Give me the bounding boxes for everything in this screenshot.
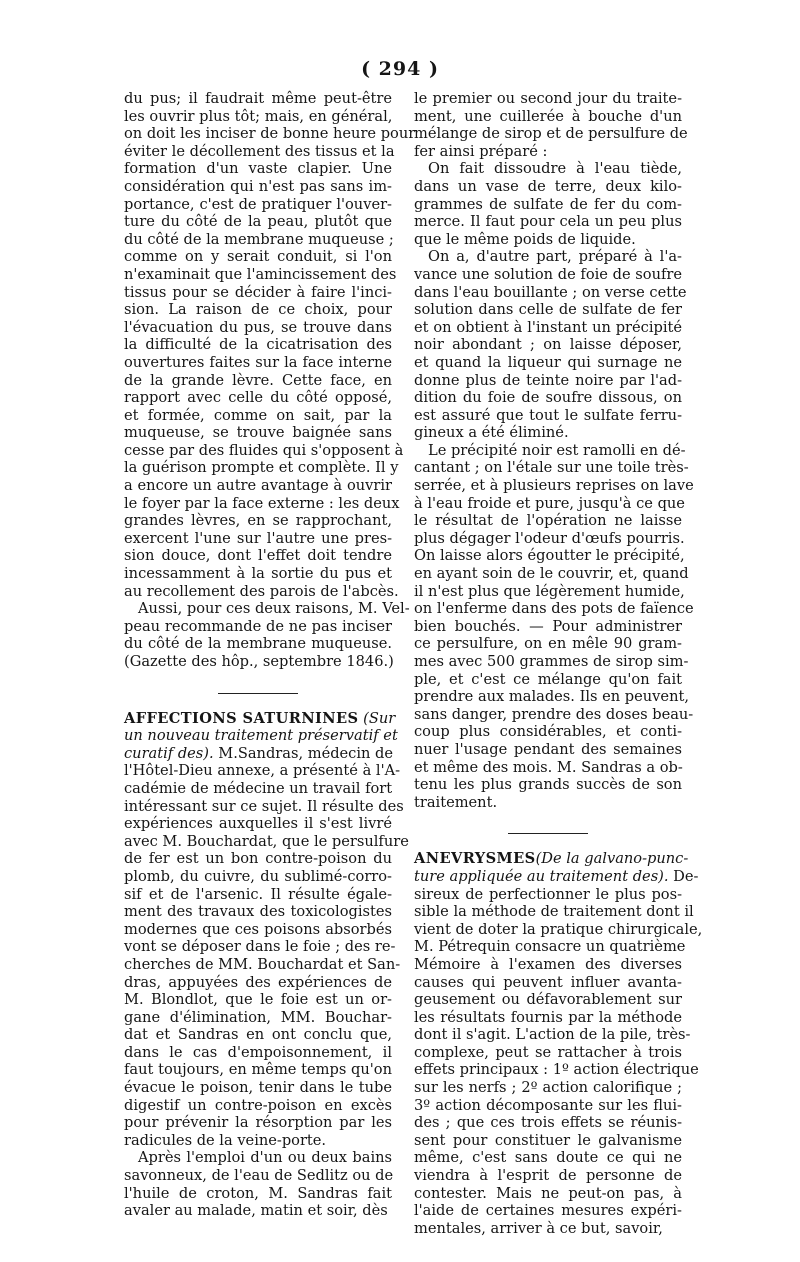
text-line: la guérison prompte et complète. Il y bbox=[124, 459, 399, 477]
text-line: bien bouchés. — Pour administrer bbox=[414, 617, 682, 635]
text-line: la difficulté de la cicatrisation des bbox=[124, 336, 392, 354]
text-line: de la grande lèvre. Cette face, en bbox=[124, 371, 392, 389]
text-line: exercent l'une sur l'autre une pres- bbox=[124, 529, 392, 547]
section-subtitle-saturnines-b: un nouveau traitement préservatif et bbox=[124, 727, 398, 745]
text-line: sur les nerfs ; 2º action calorifique ; bbox=[414, 1079, 682, 1097]
left-column bbox=[124, 90, 416, 1220]
text-line: contester. Mais ne peut-on pas, à bbox=[414, 1184, 682, 1202]
text-line: sent pour constituer le galvanisme bbox=[414, 1131, 682, 1149]
article-abscess-text bbox=[124, 90, 416, 671]
text-line: dont il s'agit. L'action de la pile, très- bbox=[414, 1026, 691, 1044]
text-line: effets principaux : 1º action électrique bbox=[414, 1061, 699, 1079]
text-line: incessamment à la sortie du pus et bbox=[124, 565, 392, 583]
text-line: expériences auxquelles il s'est livré bbox=[124, 815, 392, 833]
text-line: mes avec 500 grammes de sirop sim- bbox=[414, 653, 689, 670]
section-heading-anevrysmes: ANEVRYSMES bbox=[414, 850, 536, 868]
text-line: tenu les plus grands succès de son bbox=[414, 776, 682, 794]
text-line: est assuré que tout le sulfate ferru- bbox=[414, 406, 682, 424]
text-line: faut toujours, en même temps qu'on bbox=[124, 1061, 392, 1079]
text-line: et même des mois. M. Sandras a ob- bbox=[414, 758, 683, 776]
text-line: du côté de la membrane muqueuse. bbox=[124, 635, 392, 653]
text-line: vient de doter la pratique chirurgicale, bbox=[414, 920, 703, 938]
text-line: ouvertures faites sur la face interne bbox=[124, 353, 392, 371]
text-line: peau recommande de ne pas inciser bbox=[124, 617, 392, 635]
article-saturnines bbox=[124, 709, 409, 1220]
text-line: le résultat de l'opération ne laisse bbox=[414, 512, 682, 530]
text-line: sion. La raison de ce choix, pour bbox=[124, 301, 392, 319]
text-line: causes qui peuvent influer avanta- bbox=[414, 973, 682, 991]
text-line: sif et de l'arsenic. Il résulte égale- bbox=[124, 885, 392, 903]
text-line: les résultats fournis par la méthode bbox=[414, 1008, 682, 1026]
text-line: plus dégager l'odeur d'œufs pourris. bbox=[414, 529, 685, 547]
text-line: en ayant soin de le couvrir, et, quand bbox=[414, 565, 689, 583]
text-line: serrée, et à plusieurs reprises on lave bbox=[414, 477, 694, 495]
text-line: éviter le décollement des tissus et la bbox=[124, 142, 395, 160]
text-line: dat et Sandras en ont conclu que, bbox=[124, 1026, 392, 1044]
text-line: au recollement des parois de l'abcès. bbox=[124, 582, 399, 600]
text-line: noir abondant ; on laisse déposer, bbox=[414, 336, 682, 354]
text-line: ment, une cuillerée à bouche d'un bbox=[414, 107, 682, 125]
text-line: dans l'eau bouillante ; on verse cette bbox=[414, 283, 687, 301]
text-line: formation d'un vaste clapier. Une bbox=[124, 160, 392, 178]
section-subtitle-saturnines-a: (Sur bbox=[363, 709, 396, 727]
text-line: l'huile de croton, M. Sandras fait bbox=[124, 1184, 392, 1202]
text-line: sans danger, prendre des doses beau- bbox=[414, 705, 694, 723]
text-line: nuer l'usage pendant des semaines bbox=[414, 740, 682, 758]
text-line: modernes que ces poisons absorbés bbox=[124, 920, 392, 938]
text-line: gane d'élimination, MM. Bouchar- bbox=[124, 1008, 392, 1026]
text-line: tissus pour se décider à faire l'inci- bbox=[124, 283, 392, 301]
anevrysmes-first-line: De- bbox=[668, 867, 699, 885]
text-line: comme on y serait conduit, si l'on bbox=[124, 248, 392, 266]
text-line: évacue le poison, tenir dans le tube bbox=[124, 1079, 392, 1097]
text-line: que le même poids de liquide. bbox=[414, 230, 636, 248]
text-line: et quand la liqueur qui surnage ne bbox=[414, 353, 682, 371]
text-line: l'aide de certaines mesures expéri- bbox=[414, 1202, 682, 1220]
text-line: dras, appuyées des expériences de bbox=[124, 973, 392, 991]
text-line: considération qui n'est pas sans im- bbox=[124, 177, 392, 195]
text-line: prendre aux malades. Ils en peuvent, bbox=[414, 688, 689, 706]
text-line: cherches de MM. Bouchardat et San- bbox=[124, 955, 401, 973]
text-line: le premier ou second jour du traite- bbox=[414, 90, 682, 107]
text-line: et on obtient à l'instant un précipité bbox=[414, 318, 682, 336]
text-line: a encore un autre avantage à ouvrir bbox=[124, 477, 392, 495]
text-line: dans un vase de terre, deux kilo- bbox=[414, 177, 682, 195]
text-line: intéressant sur ce sujet. Il résulte des bbox=[124, 797, 404, 815]
text-line: ce persulfure, on en mêle 90 gram- bbox=[414, 635, 682, 653]
section-subtitle-anevrysmes-a: (De la galvano-punc- bbox=[535, 850, 689, 868]
text-line: rapport avec celle du côté opposé, bbox=[124, 389, 392, 407]
text-line: même, c'est sans doute ce qui ne bbox=[414, 1149, 682, 1167]
text-line: fer ainsi préparé : bbox=[414, 142, 548, 160]
text-line: Mémoire à l'examen des diverses bbox=[414, 955, 682, 973]
text-line: sible la méthode de traitement dont il bbox=[414, 903, 694, 921]
text-line: ture du côté de la peau, plutôt que bbox=[124, 213, 392, 231]
text-line: l'évacuation du pus, se trouve dans bbox=[124, 318, 392, 336]
text-line: mentales, arriver à ce but, savoir, bbox=[414, 1219, 663, 1237]
text-line: Aussi, pour ces deux raisons, M. Vel- bbox=[138, 600, 410, 618]
text-line: M. Pétrequin consacre un quatrième bbox=[414, 938, 686, 956]
section-heading-saturnines: AFFECTIONS SATURNINES bbox=[124, 709, 359, 727]
text-line: viendra à l'esprit de personne de bbox=[414, 1167, 682, 1185]
text-line: l'Hôtel-Dieu annexe, a présenté à l'A- bbox=[124, 762, 401, 780]
text-line: pour prévenir la résorption par les bbox=[124, 1114, 392, 1132]
text-line: dans le cas d'empoisonnement, il bbox=[124, 1043, 392, 1061]
text-line: merce. Il faut pour cela un peu plus bbox=[414, 213, 682, 231]
text-line: avec M. Bouchardat, que le persulfure bbox=[124, 832, 409, 850]
text-line: sireux de perfectionner le plus pos- bbox=[414, 885, 682, 903]
section-subtitle-saturnines-c: curatif des). bbox=[124, 744, 214, 762]
text-line: des ; que ces trois effets se réunis- bbox=[414, 1114, 682, 1132]
text-line: portance, c'est de pratiquer l'ouver- bbox=[124, 195, 392, 213]
text-line: muqueuse, se trouve baignée sans bbox=[124, 424, 392, 442]
text-line: On fait dissoudre à l'eau tiède, bbox=[428, 160, 682, 178]
page-number: ( 294 ) bbox=[361, 58, 439, 80]
section-divider bbox=[218, 693, 298, 694]
text-line: et formée, comme on sait, par la bbox=[124, 406, 392, 424]
text-line: dition du foie de soufre dissous, on bbox=[414, 389, 682, 407]
text-line: du côté de la membrane muqueuse ; bbox=[124, 230, 394, 248]
text-line: (Gazette des hôp., septembre 1846.) bbox=[124, 653, 394, 670]
text-line: traitement. bbox=[414, 793, 498, 811]
article-saturnines-continued bbox=[414, 90, 694, 811]
text-line: du pus; il faudrait même peut-être bbox=[124, 90, 392, 107]
text-line: On laisse alors égoutter le précipité, bbox=[414, 547, 685, 565]
article-anevrysmes bbox=[414, 850, 703, 1237]
text-line: mélange de sirop et de persulfure de bbox=[414, 125, 688, 143]
text-line: Le précipité noir est ramolli en dé- bbox=[428, 441, 686, 459]
text-line: de fer est un bon contre-poison du bbox=[124, 850, 392, 868]
text-line: grandes lèvres, en se rapprochant, bbox=[124, 512, 392, 530]
saturnines-first-line: M.Sandras, médecin de bbox=[213, 744, 394, 762]
right-column bbox=[414, 90, 703, 1237]
text-line: on doit les inciser de bonne heure pour bbox=[124, 125, 416, 143]
text-line: ment des travaux des toxicologistes bbox=[124, 903, 392, 921]
text-line: on l'enferme dans des pots de faïence bbox=[414, 600, 694, 618]
text-line: cesse par des fluides qui s'opposent à bbox=[124, 441, 404, 459]
text-line: le foyer par la face externe : les deux bbox=[124, 494, 400, 512]
text-line: avaler au malade, matin et soir, dès bbox=[124, 1202, 388, 1220]
text-line: coup plus considérables, et conti- bbox=[414, 723, 682, 741]
section-subtitle-anevrysmes-b: ture appliquée au traitement des). bbox=[414, 867, 669, 885]
text-line: complexe, peut se rattacher à trois bbox=[414, 1043, 682, 1061]
text-line: cadémie de médecine un travail fort bbox=[124, 779, 393, 797]
text-line: vance une solution de foie de soufre bbox=[414, 265, 682, 283]
text-line: Après l'emploi d'un ou deux bains bbox=[138, 1149, 392, 1167]
text-line: geusement ou défavorablement sur bbox=[414, 991, 682, 1009]
text-line: cantant ; on l'étale sur une toile très- bbox=[414, 459, 689, 477]
text-line: sion douce, dont l'effet doit tendre bbox=[124, 547, 392, 565]
text-line: plomb, du cuivre, du sublimé-corro- bbox=[124, 867, 392, 885]
text-line: 3º action décomposante sur les flui- bbox=[414, 1096, 682, 1114]
text-line: M. Blondlot, que le foie est un or- bbox=[124, 991, 392, 1009]
text-line: ple, et c'est ce mélange qu'on fait bbox=[414, 670, 682, 688]
text-line: savonneux, de l'eau de Sedlitz ou de bbox=[124, 1167, 394, 1185]
text-line: les ouvrir plus tôt; mais, en général, bbox=[124, 107, 393, 125]
text-line: On a, d'autre part, préparé à l'a- bbox=[428, 248, 682, 266]
section-divider bbox=[508, 833, 588, 834]
text-line: radicules de la veine-porte. bbox=[124, 1131, 327, 1149]
text-line: gineux a été éliminé. bbox=[414, 424, 569, 442]
text-line: solution dans celle de sulfate de fer bbox=[414, 301, 682, 319]
text-line: à l'eau froide et pure, jusqu'à ce que bbox=[414, 494, 685, 512]
text-line: n'examinait que l'amincissement des bbox=[124, 265, 397, 283]
text-line: il n'est plus que légèrement humide, bbox=[414, 582, 685, 600]
text-line: donne plus de teinte noire par l'ad- bbox=[414, 371, 682, 389]
text-line: vont se déposer dans le foie ; des re- bbox=[124, 938, 396, 956]
text-line: grammes de sulfate de fer du com- bbox=[414, 195, 682, 213]
text-line: digestif un contre-poison en excès bbox=[124, 1096, 392, 1114]
